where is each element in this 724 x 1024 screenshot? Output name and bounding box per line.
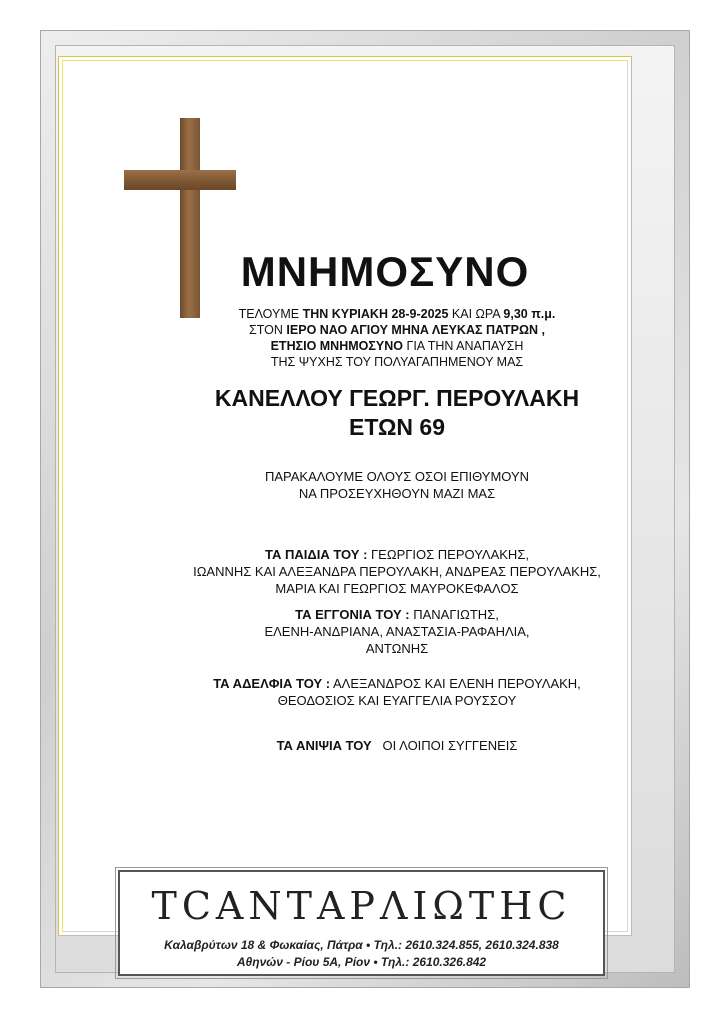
invitation-line: ΝΑ ΠΡΟΣΕΥΧΗΘΟΥΝ ΜΑΖΙ ΜΑΣ bbox=[298, 486, 496, 501]
children-line: ΤΑ ΠΑΙΔΙΑ ΤΟΥ : ΓΕΩΡΓΙΟΣ ΠΕΡΟΥΛΑΚΗΣ, bbox=[265, 547, 529, 562]
intro-line: ΤΕΛΟΥΜΕ ΤΗΝ ΚΥΡΙΑΚΗ 28-9-2025 ΚΑΙ ΩΡΑ 9,30 π.μ. bbox=[238, 307, 556, 321]
invitation-line: ΠΑΡΑΚΑΛΟΥΜΕ ΟΛΟΥΣ ΟΣΟΙ ΕΠΙΘΥΜΟΥΝ bbox=[264, 469, 530, 484]
notice-title: ΜΝΗΜΟΣΥΝΟ bbox=[240, 248, 530, 295]
deceased-block bbox=[0, 384, 724, 442]
children-section bbox=[0, 546, 724, 597]
invitation-text bbox=[0, 468, 724, 502]
relatives-section bbox=[0, 737, 724, 754]
siblings-line: ΤΑ ΑΔΕΛΦΙΑ ΤΟΥ : ΑΛΕΞΑΝΔΡΟΣ ΚΑΙ ΕΛΕΝΗ ΠΕΡΟΥΛΑΚΗ, bbox=[213, 676, 581, 691]
grandchildren-line: ΑΝΤΩΝΗΣ bbox=[365, 641, 429, 656]
children-line: ΜΑΡΙΑ ΚΑΙ ΓΕΩΡΓΙΟΣ ΜΑΥΡΟΚΕΦΑΛΟΣ bbox=[275, 581, 519, 596]
grandchildren-section bbox=[0, 606, 724, 657]
deceased-name: ΚΑΝΕΛΛΟΥ ΓΕΩΡΓ. ΠΕΡΟΥΛΑΚΗ bbox=[214, 385, 580, 411]
children-line: ΙΩΑΝΝΗΣ ΚΑΙ ΑΛΕΞΑΝΔΡΑ ΠΕΡΟΥΛΑΚΗ, ΑΝΔΡΕΑΣ ΠΕΡΟΥΛΑΚΗΣ, bbox=[193, 564, 601, 579]
intro-line: ΕΤΗΣΙΟ ΜΝΗΜΟΣΥΝΟ ΓΙΑ ΤΗΝ ΑΝΑΠΑΥΣΗ bbox=[270, 339, 524, 353]
siblings-section bbox=[0, 675, 724, 709]
siblings-line: ΘΕΟΔΟΣΙΟΣ ΚΑΙ ΕΥΑΓΓΕΛΙΑ ΡΟΥΣΣΟΥ bbox=[277, 693, 517, 708]
funeral-home-sign bbox=[118, 870, 605, 976]
relatives-line: ΤΑ ΑΝΙΨΙΑ ΤΟΥ ΟΙ ΛΟΙΠΟΙ ΣΥΓΓΕΝΕΙΣ bbox=[276, 738, 518, 753]
grandchildren-line: ΤΑ ΕΓΓΟΝΙΑ ΤΟΥ : ΠΑΝΑΓΙΩΤΗΣ, bbox=[295, 607, 499, 622]
contact-line: Αθηνών - Ρίου 5Α, Ρίον • Τηλ.: 2610.326.842 bbox=[236, 955, 487, 969]
contact-line: Καλαβρύτων 18 & Φωκαίας, Πάτρα • Τηλ.: 2610.324.855, 2610.324.838 bbox=[164, 938, 559, 952]
intro-text bbox=[0, 306, 724, 370]
grandchildren-line: ΕΛΕΝΗ-ΑΝΔΡΙΑΝΑ, ΑΝΑΣΤΑΣΙΑ-ΡΑΦΑΗΛΙΑ, bbox=[264, 624, 530, 639]
funeral-home-logo: ΤCΑΝΤΑΡΛΙΩΤΗC bbox=[151, 884, 572, 928]
intro-line: ΤΗΣ ΨΥΧΗΣ ΤΟΥ ΠΟΛΥΑΓΑΠΗΜΕΝΟΥ ΜΑΣ bbox=[270, 355, 524, 369]
intro-line: ΣΤΟΝ ΙΕΡΟ ΝΑΟ ΑΓΙΟΥ ΜΗΝΑ ΛΕΥΚΑΣ ΠΑΤΡΩΝ , bbox=[249, 323, 545, 337]
deceased-age: ΕΤΩΝ 69 bbox=[349, 414, 445, 440]
